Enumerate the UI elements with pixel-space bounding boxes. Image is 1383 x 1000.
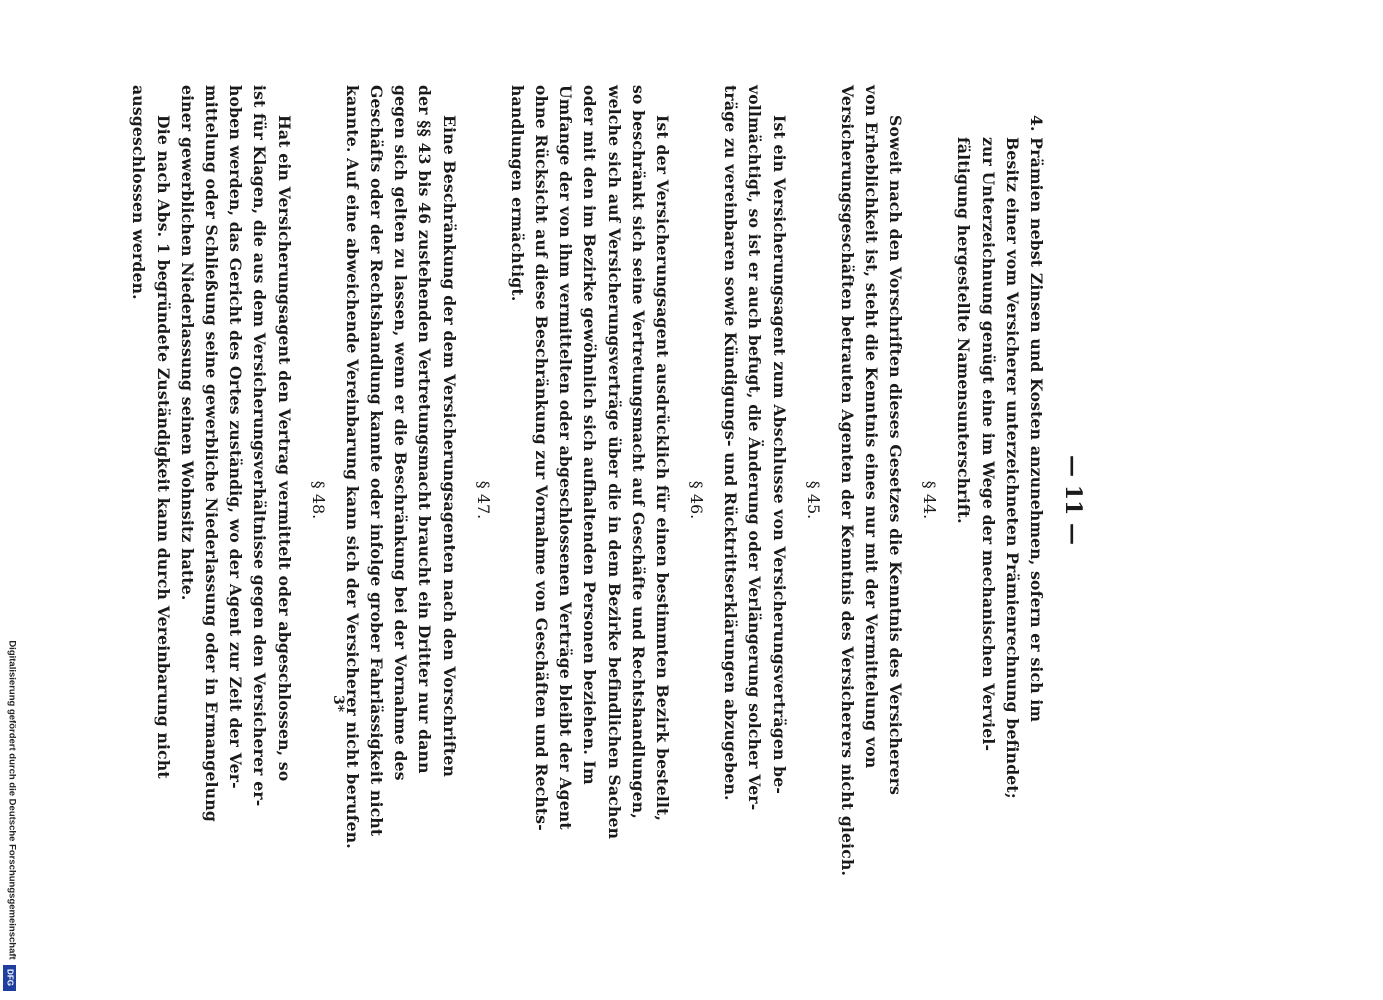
text-line: Ist der Versicherungsagent ausdrücklich für einen bestimmten Bezirk bestellt,	[653, 115, 672, 822]
section-heading: § 47.	[473, 480, 493, 520]
text-line: ist für Klagen, die aus dem Versicherungsverhältnisse gegen den Versicherer er-	[250, 85, 270, 807]
text-line: Soweit nach den Vorschriften dieses Gesetzes die Kenntnis des Versicherers	[886, 115, 906, 796]
section-heading: § 44.	[920, 480, 940, 520]
signature-mark: 3*	[330, 695, 346, 713]
text-line: ausgeschlossen werden.	[129, 85, 149, 300]
text-line: welche sich auf Versicherungsverträge über die in dem Bezirke befindlichen Sachen	[604, 85, 624, 840]
digitization-footer	[2, 0, 22, 1000]
text-line: Eine Beschränkung der dem Versicherungsagenten nach den Vorschriften	[439, 115, 459, 777]
text-line: träge zu vereinbaren sowie Kündigungs- und Rücktrittserklärungen abzugeben.	[721, 85, 741, 801]
text-line: der §§ 43 bis 46 zustehenden Vertretungsmacht braucht ein Dritter nur dann	[415, 85, 435, 774]
text-line: hoben werden, das Gericht des Ortes zuständig, wo der Agent zur Zeit der Ver-	[226, 85, 246, 789]
text-line: Ist ein Versicherungsagent zum Abschlusse von Versicherungsverträgen be-	[769, 115, 789, 795]
text-line: mittelung oder Schließung seine gewerbliche Niederlassung oder in Ermangelung	[202, 85, 221, 822]
text-line: oder mit den im Bezirke gewöhnlich sich aufhaltenden Personen beziehen. Im	[580, 85, 600, 785]
page-number: — 11 —	[1060, 455, 1086, 545]
text-line: Die nach Abs. 1 begründete Zuständigkeit kann durch Vereinbarung nicht	[153, 115, 173, 779]
text-line: vollmächtigt, so ist er auch befugt, die Änderung oder Verlängerung solcher Ver-	[745, 85, 765, 811]
section-heading: § 45.	[803, 480, 823, 520]
footer-text: Digitalisierung gefördert durch die Deutsche Forschungsgemeinschaft	[6, 640, 18, 960]
text-line: Hat ein Versicherungsagent den Vertrag vermittelt oder abgeschlossen, so	[274, 115, 294, 782]
rotated-text-area	[129, 40, 1191, 960]
text-line: fältigung hergestellte Namensunterschrift.	[954, 137, 974, 524]
text-line: gegen sich gelten zu lassen, wenn er die Beschränkung bei der Vornahme des	[391, 85, 411, 781]
section-heading: § 46.	[687, 480, 706, 520]
dfg-logo	[3, 965, 16, 991]
text-line: von Erheblichkeit ist, steht die Kenntnis eines nur mit der Vermittelung von	[862, 85, 881, 769]
text-line: zur Unterzeichnung genügt eine im Wege der mechanischen Verviel-	[978, 137, 998, 752]
text-line: kannte. Auf eine abweichende Vereinbarung kann sich der Versicherer nicht berufen.	[342, 85, 362, 849]
text-line: einer gewerblichen Niederlassung seinen Wohnsitz hatte.	[177, 85, 197, 601]
text-line: so beschränkt sich seine Vertretungsmacht auf Geschäfte und Rechtshandlungen,	[628, 85, 648, 819]
text-line: Umfange der von ihm vermittelten oder abgeschlossenen Verträge bleibt der Agent	[556, 85, 576, 830]
section-heading: § 48.	[308, 480, 328, 520]
text-line: 4. Prämien nebst Zinsen und Kosten anzunehmen, sofern er sich im	[1027, 115, 1046, 723]
text-line: Versicherungsgeschäften betrauten Agenten der Kenntnis des Versicherers nicht gleich.	[837, 85, 857, 877]
text-line: ohne Rücksicht auf diese Beschränkung zur Vornahme von Geschäften und Rechts-	[532, 85, 551, 831]
text-line: Besitz einer vom Versicherer unterzeichneten Prämienrechnung befindet;	[1002, 137, 1022, 799]
text-line: handlungen ermächtigt.	[507, 85, 527, 302]
text-line: Geschäfts oder der Rechtshandlung kannte oder infolge grober Fahrlässigkeit nicht	[367, 85, 386, 837]
dfg-logo-text: DFG	[5, 969, 15, 986]
